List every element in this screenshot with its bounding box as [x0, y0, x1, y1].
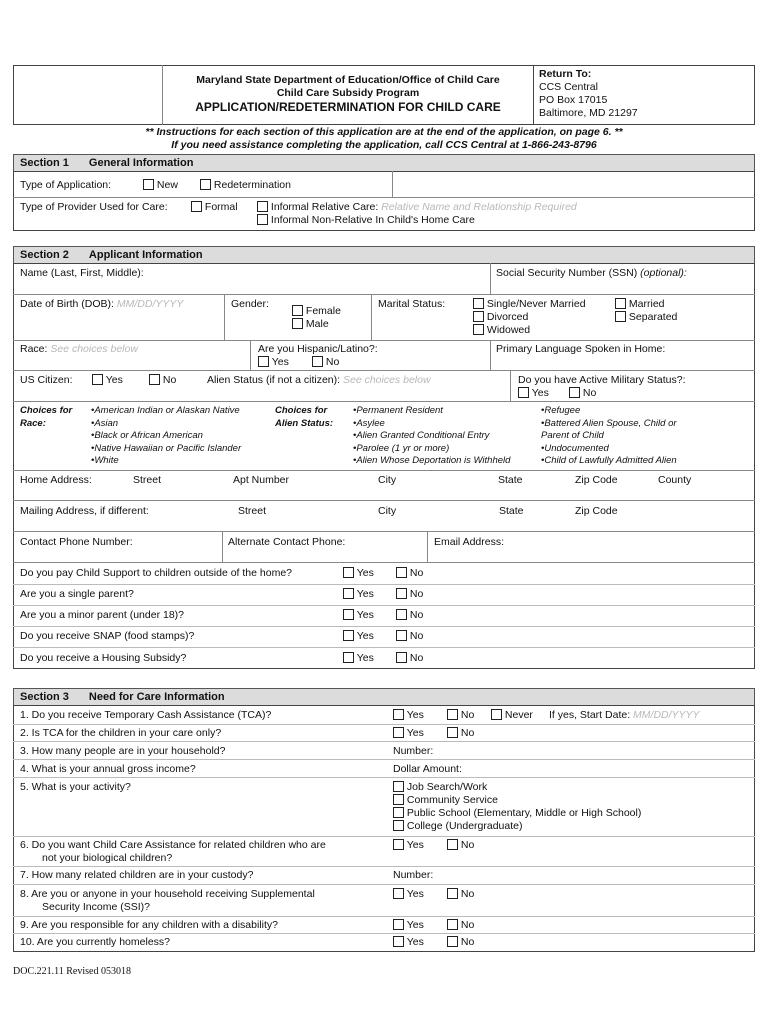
- checkbox[interactable]: [343, 652, 354, 663]
- informal-relative-checkbox[interactable]: [257, 201, 268, 212]
- dob-input[interactable]: MM/DD/YYYY: [116, 298, 184, 310]
- form-id-footer: DOC.221.11 Revised 053018: [13, 966, 131, 977]
- male-checkbox[interactable]: [292, 318, 303, 329]
- citizen-yes-option[interactable]: Yes: [92, 374, 123, 387]
- list-item: • Alien Whose Deportation is Withheld: [353, 455, 510, 468]
- checkbox[interactable]: [447, 936, 458, 947]
- checkbox[interactable]: [343, 567, 354, 578]
- tca-yes[interactable]: Yes: [393, 709, 424, 722]
- mailing-state-label[interactable]: State: [499, 505, 524, 517]
- single-parent-no[interactable]: No: [396, 588, 423, 601]
- checkbox[interactable]: [343, 588, 354, 599]
- tca-children-no[interactable]: No: [447, 727, 474, 740]
- citizen-no-option[interactable]: No: [149, 374, 176, 387]
- q8-text-cont: Security Income (SSI)?: [42, 901, 150, 913]
- redetermination-checkbox[interactable]: [200, 179, 211, 190]
- homeless-no[interactable]: No: [447, 936, 474, 949]
- q10-text: 10. Are you currently homeless?: [20, 936, 170, 948]
- separated-checkbox[interactable]: [615, 311, 626, 322]
- q3-text: 3. How many people are in your household?: [20, 745, 226, 757]
- list-item: • Refugee: [541, 405, 701, 418]
- single-option[interactable]: Single/Never Married: [473, 298, 586, 311]
- checkbox[interactable]: [393, 709, 404, 720]
- instructions-note: ** Instructions for each section of this application are at the end of the application, on page 6. **: [145, 126, 623, 138]
- child-support-no[interactable]: No: [396, 567, 423, 580]
- checkbox[interactable]: [447, 919, 458, 930]
- redetermination-option[interactable]: Redetermination: [200, 179, 291, 192]
- gender-label: Gender:: [231, 298, 269, 310]
- snap-no[interactable]: No: [396, 630, 423, 643]
- home-city-label[interactable]: City: [378, 474, 397, 486]
- tca-start-date-input[interactable]: MM/DD/YYYY: [633, 709, 700, 721]
- minor-parent-yes[interactable]: Yes: [343, 609, 374, 622]
- list-item: • Parolee (1 yr or more): [353, 443, 510, 456]
- tca-children-yes[interactable]: Yes: [393, 727, 424, 740]
- ssn-input[interactable]: [496, 280, 751, 292]
- checkbox[interactable]: [393, 936, 404, 947]
- alien-choices-label: Choices for Alien Status:: [275, 405, 334, 429]
- checkbox[interactable]: [396, 630, 407, 641]
- checkbox[interactable]: [447, 888, 458, 899]
- list-item: • Native Hawaiian or Pacific Islander: [91, 443, 241, 456]
- homeless-yes[interactable]: Yes: [393, 936, 424, 949]
- hispanic-label: Are you Hispanic/Latino?:: [258, 343, 378, 355]
- single-parent-question: Are you a single parent?: [20, 588, 134, 600]
- checkbox[interactable]: [491, 709, 502, 720]
- alt-phone-label[interactable]: Alternate Contact Phone:: [228, 536, 346, 548]
- form-title: APPLICATION/REDETERMINATION FOR CHILD CARE: [195, 100, 501, 114]
- single-checkbox[interactable]: [473, 298, 484, 309]
- hispanic-no-checkbox[interactable]: [312, 356, 323, 367]
- home-street-label[interactable]: Street: [133, 474, 162, 486]
- checkbox[interactable]: [393, 794, 404, 805]
- checkbox[interactable]: [393, 807, 404, 818]
- informal-nonrelative-option[interactable]: Informal Non-Relative In Child's Home Care: [257, 214, 475, 227]
- list-item: • Asylee: [353, 418, 510, 431]
- q4-text: 4. What is your annual gross income?: [20, 763, 196, 775]
- return-line-3: Baltimore, MD 21297: [539, 107, 638, 119]
- single-parent-yes[interactable]: Yes: [343, 588, 374, 601]
- race-choices-label: Choices for Race:: [20, 405, 73, 429]
- race-choices-list: [91, 405, 241, 468]
- tca-start-date: If yes, Start Date: MM/DD/YYYY: [549, 709, 700, 721]
- snap-question: Do you receive SNAP (food stamps)?: [20, 630, 195, 642]
- checkbox[interactable]: [393, 820, 404, 831]
- provider-type-label: Type of Provider Used for Care:: [20, 201, 168, 213]
- agency-name: Maryland State Department of Education/Office of Child Care: [196, 74, 500, 86]
- female-checkbox[interactable]: [292, 305, 303, 316]
- new-checkbox[interactable]: [143, 179, 154, 190]
- mailing-city-label[interactable]: City: [378, 505, 397, 517]
- related-children-no[interactable]: No: [447, 839, 474, 852]
- list-item: • American Indian or Alaskan Native: [91, 405, 241, 418]
- hispanic-no-option[interactable]: No: [312, 356, 339, 369]
- marital-status-label: Marital Status:: [378, 298, 446, 310]
- housing-no[interactable]: No: [396, 652, 423, 665]
- checkbox[interactable]: [393, 888, 404, 899]
- child-support-yes[interactable]: Yes: [343, 567, 374, 580]
- checkbox[interactable]: [447, 839, 458, 850]
- list-item: • Permanent Resident: [353, 405, 510, 418]
- military-yes-checkbox[interactable]: [518, 387, 529, 398]
- activity-community[interactable]: Community Service: [393, 794, 498, 807]
- divorced-option[interactable]: Divorced: [473, 311, 528, 324]
- formal-checkbox[interactable]: [191, 201, 202, 212]
- military-yes-option[interactable]: Yes: [518, 387, 549, 400]
- widowed-option[interactable]: Widowed: [473, 324, 530, 337]
- checkbox[interactable]: [396, 652, 407, 663]
- list-item: • Asian: [91, 418, 241, 431]
- home-address-label: Home Address:: [20, 474, 92, 486]
- female-option[interactable]: Female: [292, 305, 341, 318]
- type-of-application-label: Type of Application:: [20, 179, 112, 191]
- section2-header: Section 2 Applicant Information: [13, 246, 755, 264]
- tca-never[interactable]: Never: [491, 709, 533, 722]
- q6-text-cont: not your biological children?: [42, 852, 173, 864]
- q5-text: 5. What is your activity?: [20, 781, 131, 793]
- alien-status-input[interactable]: See choices below: [342, 374, 431, 386]
- checkbox[interactable]: [393, 781, 404, 792]
- married-checkbox[interactable]: [615, 298, 626, 309]
- informal-nonrelative-checkbox[interactable]: [257, 214, 268, 225]
- checkbox[interactable]: [447, 709, 458, 720]
- section1-header: Section 1 General Information: [13, 154, 755, 172]
- checkbox[interactable]: [393, 727, 404, 738]
- formal-option[interactable]: Formal: [191, 201, 238, 214]
- married-option[interactable]: Married: [615, 298, 665, 311]
- snap-yes[interactable]: Yes: [343, 630, 374, 643]
- mailing-zip-label[interactable]: Zip Code: [575, 505, 618, 517]
- divorced-checkbox[interactable]: [473, 311, 484, 322]
- return-to-label: Return To:: [539, 68, 592, 80]
- checkbox[interactable]: [393, 919, 404, 930]
- list-item: • Undocumented: [541, 443, 701, 456]
- military-no-option[interactable]: No: [569, 387, 596, 400]
- list-item: • Battered Alien Spouse, Child or Parent of Child: [541, 418, 701, 443]
- list-item: • White: [91, 455, 241, 468]
- race-input[interactable]: See choices below: [50, 343, 138, 355]
- child-support-question: Do you pay Child Support to children outside of the home?: [20, 567, 293, 579]
- ssi-no[interactable]: No: [447, 888, 474, 901]
- hispanic-yes-checkbox[interactable]: [258, 356, 269, 367]
- informal-relative-option[interactable]: Informal Relative Care: Relative Name and Relationship Required: [257, 201, 577, 214]
- home-county-label[interactable]: County: [658, 474, 692, 486]
- widowed-checkbox[interactable]: [473, 324, 484, 335]
- q6-text: 6. Do you want Child Care Assistance for related children who are: [20, 839, 326, 851]
- q9-text: 9. Are you responsible for any children with a disability?: [20, 919, 278, 931]
- us-citizen-label: US Citizen:: [20, 374, 73, 386]
- mailing-street-label[interactable]: Street: [238, 505, 267, 517]
- email-label[interactable]: Email Address:: [434, 536, 505, 548]
- housing-yes[interactable]: Yes: [343, 652, 374, 665]
- ssi-yes[interactable]: Yes: [393, 888, 424, 901]
- language-label: Primary Language Spoken in Home:: [496, 343, 666, 355]
- name-input[interactable]: [20, 280, 485, 292]
- household-number-label[interactable]: Number:: [393, 745, 434, 757]
- minor-parent-question: Are you a minor parent (under 18)?: [20, 609, 185, 621]
- disability-yes[interactable]: Yes: [393, 919, 424, 932]
- checkbox[interactable]: [396, 567, 407, 578]
- checkbox[interactable]: [393, 839, 404, 850]
- home-zip-label[interactable]: Zip Code: [575, 474, 618, 486]
- minor-parent-no[interactable]: No: [396, 609, 423, 622]
- housing-question: Do you receive a Housing Subsidy?: [20, 652, 187, 664]
- separated-option[interactable]: Separated: [615, 311, 677, 324]
- checkbox[interactable]: [396, 588, 407, 599]
- relative-name-field[interactable]: Relative Name and Relationship Required: [381, 201, 577, 213]
- alien-choices-list-a: [353, 405, 510, 468]
- ssn-label: Social Security Number (SSN) (optional):: [496, 267, 687, 279]
- program-name: Child Care Subsidy Program: [276, 87, 420, 99]
- income-dollar-label[interactable]: Dollar Amount:: [393, 763, 462, 775]
- activity-job[interactable]: Job Search/Work: [393, 781, 487, 794]
- home-apt-label[interactable]: Apt Number: [233, 474, 290, 486]
- custody-number-label[interactable]: Number:: [393, 869, 434, 881]
- q1-text: 1. Do you receive Temporary Cash Assistance (TCA)?: [20, 709, 272, 721]
- military-no-checkbox[interactable]: [569, 387, 580, 398]
- return-line-1: CCS Central: [539, 81, 598, 93]
- related-children-yes[interactable]: Yes: [393, 839, 424, 852]
- q8-text: 8. Are you or anyone in your household receiving Supplemental: [20, 888, 315, 900]
- mailing-address-label: Mailing Address, if different:: [20, 505, 149, 517]
- activity-college[interactable]: College (Undergraduate): [393, 820, 523, 833]
- dob-label: Date of Birth (DOB): MM/DD/YYYY: [20, 298, 184, 310]
- q2-text: 2. Is TCA for the children in your care only?: [20, 727, 222, 739]
- citizen-no-checkbox[interactable]: [149, 374, 160, 385]
- checkbox[interactable]: [343, 630, 354, 641]
- checkbox[interactable]: [447, 727, 458, 738]
- section3-header: Section 3 Need for Care Information: [13, 688, 755, 706]
- home-state-label[interactable]: State: [498, 474, 523, 486]
- tca-no[interactable]: No: [447, 709, 474, 722]
- contact-phone-label[interactable]: Contact Phone Number:: [20, 536, 133, 548]
- military-label: Do you have Active Military Status?:: [518, 374, 686, 386]
- list-item: • Child of Lawfully Admitted Alien: [541, 455, 701, 468]
- citizen-yes-checkbox[interactable]: [92, 374, 103, 385]
- name-label: Name (Last, First, Middle):: [20, 267, 144, 279]
- disability-no[interactable]: No: [447, 919, 474, 932]
- alien-status-label: Alien Status (if not a citizen): See choices below: [207, 374, 431, 386]
- activity-public-school[interactable]: Public School (Elementary, Middle or High School): [393, 807, 641, 820]
- checkbox[interactable]: [343, 609, 354, 620]
- list-item: • Black or African American: [91, 430, 241, 443]
- assistance-note: If you need assistance completing the application, call CCS Central at 1-866-243-8796: [171, 139, 597, 151]
- hispanic-yes-option[interactable]: Yes: [258, 356, 289, 369]
- list-item: • Alien Granted Conditional Entry: [353, 430, 510, 443]
- new-option[interactable]: New: [143, 179, 178, 192]
- return-line-2: PO Box 17015: [539, 94, 608, 106]
- checkbox[interactable]: [396, 609, 407, 620]
- race-label: Race: See choices below: [20, 343, 138, 355]
- alien-choices-list-b: [541, 405, 701, 468]
- q7-text: 7. How many related children are in your custody?: [20, 869, 254, 881]
- male-option[interactable]: Male: [292, 318, 329, 331]
